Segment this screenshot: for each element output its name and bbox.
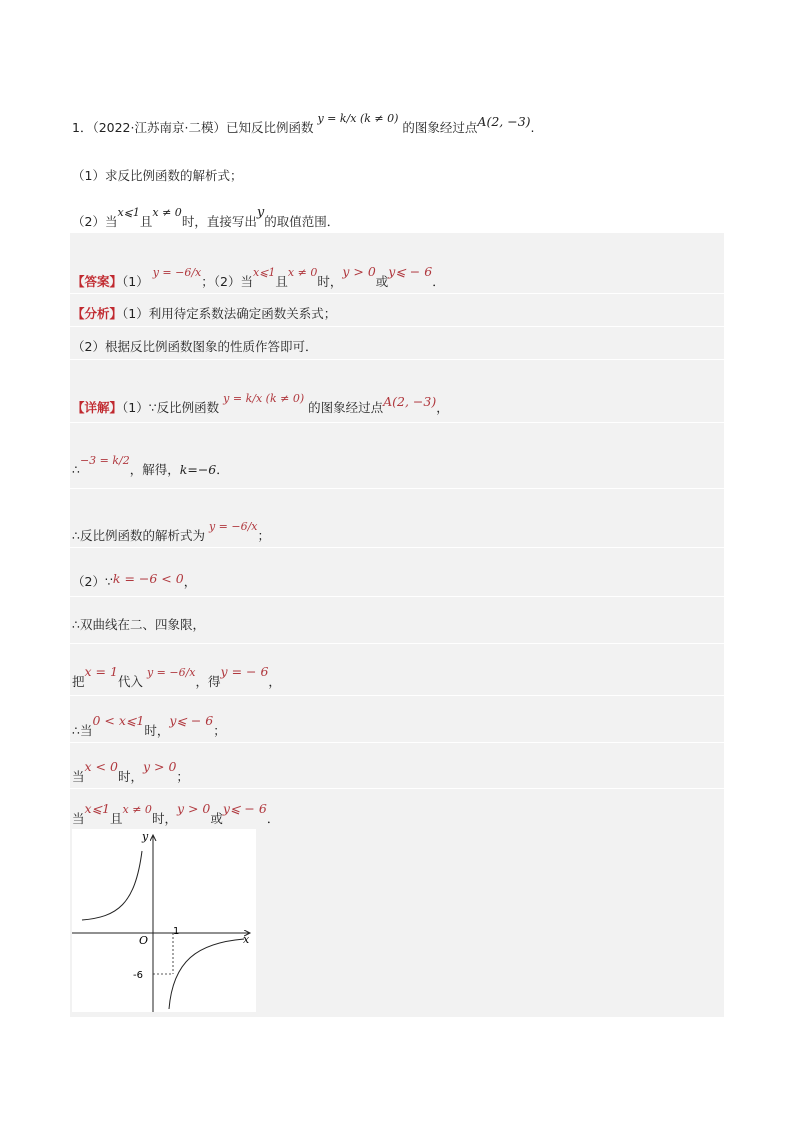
detail-condition-1: x⩽1 xyxy=(84,801,110,816)
hyperbola-branch-upper xyxy=(82,851,142,920)
answer-function: y = −6/x xyxy=(152,266,202,279)
part2-condition-1: x⩽1 xyxy=(117,206,140,219)
answer-line xyxy=(72,264,445,290)
detail-text: ， xyxy=(183,574,197,589)
y-axis-label: y xyxy=(142,830,149,843)
detail-function: y = k/x (k ≠ 0) xyxy=(223,392,305,405)
part2-variable: y xyxy=(256,205,265,220)
answer-and: 且 xyxy=(275,274,288,289)
question-line xyxy=(72,112,535,136)
detail-line-4 xyxy=(72,572,196,590)
hyperbola-branch-lower xyxy=(169,939,244,1009)
y-tick-label: -6 xyxy=(133,970,143,981)
detail-therefore: ∴ xyxy=(72,462,80,477)
question-part2 xyxy=(72,205,340,230)
graph-svg xyxy=(72,829,256,1012)
detail-text: ； xyxy=(213,723,226,738)
row-divider xyxy=(70,359,724,360)
detail-text: ∴反比例函数的解析式为 xyxy=(72,528,205,543)
answer-part1: （1） xyxy=(122,274,149,289)
detail-x-value: x = 1 xyxy=(84,664,118,679)
question-number: 1． xyxy=(72,120,93,135)
detail-y-value: y = − 6 xyxy=(220,664,269,679)
detail-function: y = −6/x xyxy=(146,666,196,679)
detail-range-1: y > 0 xyxy=(176,801,211,816)
row-divider xyxy=(70,742,724,743)
origin-label: O xyxy=(139,934,149,947)
detail-line-1 xyxy=(72,392,449,416)
answer-or: 或 xyxy=(375,274,389,289)
row-divider xyxy=(70,488,724,489)
detail-text: ． xyxy=(216,462,229,477)
answer-condition-1: x⩽1 xyxy=(252,266,276,279)
question-stem-text-2: 的图象经过点 xyxy=(402,120,478,135)
detail-text: 且 xyxy=(110,811,123,826)
detail-line-6 xyxy=(72,664,281,690)
detail-text: ， xyxy=(268,674,281,689)
row-divider xyxy=(70,788,724,789)
row-divider xyxy=(70,422,724,423)
part2-text-c: 时，直接写出 xyxy=(181,214,257,229)
detail-point: A(2, −3) xyxy=(383,394,437,409)
detail-text: 时， xyxy=(151,811,177,826)
detail-line-5: ∴双曲线在二、四象限， xyxy=(72,617,205,632)
detail-text: 时， xyxy=(117,769,143,784)
detail-text: 代入 xyxy=(117,674,143,689)
row-divider xyxy=(70,643,724,644)
answer-range-1: y > 0 xyxy=(342,264,376,279)
row-divider xyxy=(70,695,724,696)
detail-range: y⩽ − 6 xyxy=(169,713,214,728)
part2-text-a: （2）当 xyxy=(72,214,118,229)
part2-text-d: 的取值范围． xyxy=(264,214,340,229)
detail-text: ； xyxy=(176,769,189,784)
detail-condition: x < 0 xyxy=(84,759,118,774)
row-divider xyxy=(70,326,724,327)
detail-text: ∴当 xyxy=(72,723,93,738)
detail-k-value: k=−6 xyxy=(179,462,217,477)
analysis-tag: 【分析】 xyxy=(72,306,123,321)
detail-text: 当 xyxy=(72,769,85,784)
part2-condition-2: x ≠ 0 xyxy=(152,206,182,219)
detail-text: 时， xyxy=(144,723,170,738)
analysis-line-1 xyxy=(72,304,336,322)
analysis-line-2: （2）根据反比例函数图象的性质作答即可． xyxy=(72,339,318,354)
question-period: . xyxy=(530,120,535,135)
answer-range-2: y⩽ − 6 xyxy=(388,264,433,279)
detail-range: y > 0 xyxy=(142,759,177,774)
detail-line-9 xyxy=(72,801,280,827)
detail-text: （1）∵反比例函数 xyxy=(122,400,220,415)
detail-line-3 xyxy=(72,520,271,544)
row-divider xyxy=(70,547,724,548)
answer-shi: 时， xyxy=(317,274,343,289)
detail-text: ； xyxy=(257,528,271,543)
detail-condition: 0 < x⩽1 xyxy=(92,713,145,728)
x-axis-label: x xyxy=(243,933,250,946)
analysis-text-1: （1）利用待定系数法确定函数关系式； xyxy=(122,306,337,321)
detail-line-7 xyxy=(72,713,226,739)
row-divider xyxy=(70,596,724,597)
detail-text: 的图象经过点 xyxy=(308,400,384,415)
x-tick-label: 1 xyxy=(173,926,180,937)
question-source: （2022·江苏南京·二模） xyxy=(92,120,226,135)
detail-text: ， xyxy=(436,400,449,415)
detail-text: 或 xyxy=(210,811,223,826)
question-function: y = k/x (k ≠ 0) xyxy=(317,112,399,125)
detail-k-inequality: k = −6 < 0 xyxy=(112,571,184,586)
detail-tag: 【详解】 xyxy=(72,400,123,415)
question-part1: （1）求反比例函数的解析式； xyxy=(72,168,243,183)
detail-condition-2: x ≠ 0 xyxy=(122,803,152,816)
answer-condition-2: x ≠ 0 xyxy=(287,266,318,279)
part2-text-b: 且 xyxy=(139,214,153,229)
answer-end: ． xyxy=(432,274,445,289)
detail-line-8 xyxy=(72,759,189,785)
detail-text: ，得 xyxy=(195,674,221,689)
detail-text: 当 xyxy=(72,811,85,826)
row-divider xyxy=(70,293,724,294)
answer-sep: ；（2）当 xyxy=(201,274,253,289)
answer-tag: 【答案】 xyxy=(72,274,123,289)
detail-text: 把 xyxy=(72,674,85,689)
question-point: A(2, −3) xyxy=(477,114,531,129)
question-stem-text: 已知反比例函数 xyxy=(225,120,314,135)
detail-range-2: y⩽ − 6 xyxy=(222,801,267,816)
hyperbola-graph xyxy=(72,829,256,1012)
detail-equation: −3 = k/2 xyxy=(79,454,130,467)
detail-function: y = −6/x xyxy=(208,520,258,533)
detail-text: （2）∵ xyxy=(72,574,113,589)
detail-line-2 xyxy=(72,454,229,478)
detail-text: ，解得， xyxy=(129,462,180,477)
detail-text: ． xyxy=(266,811,280,826)
